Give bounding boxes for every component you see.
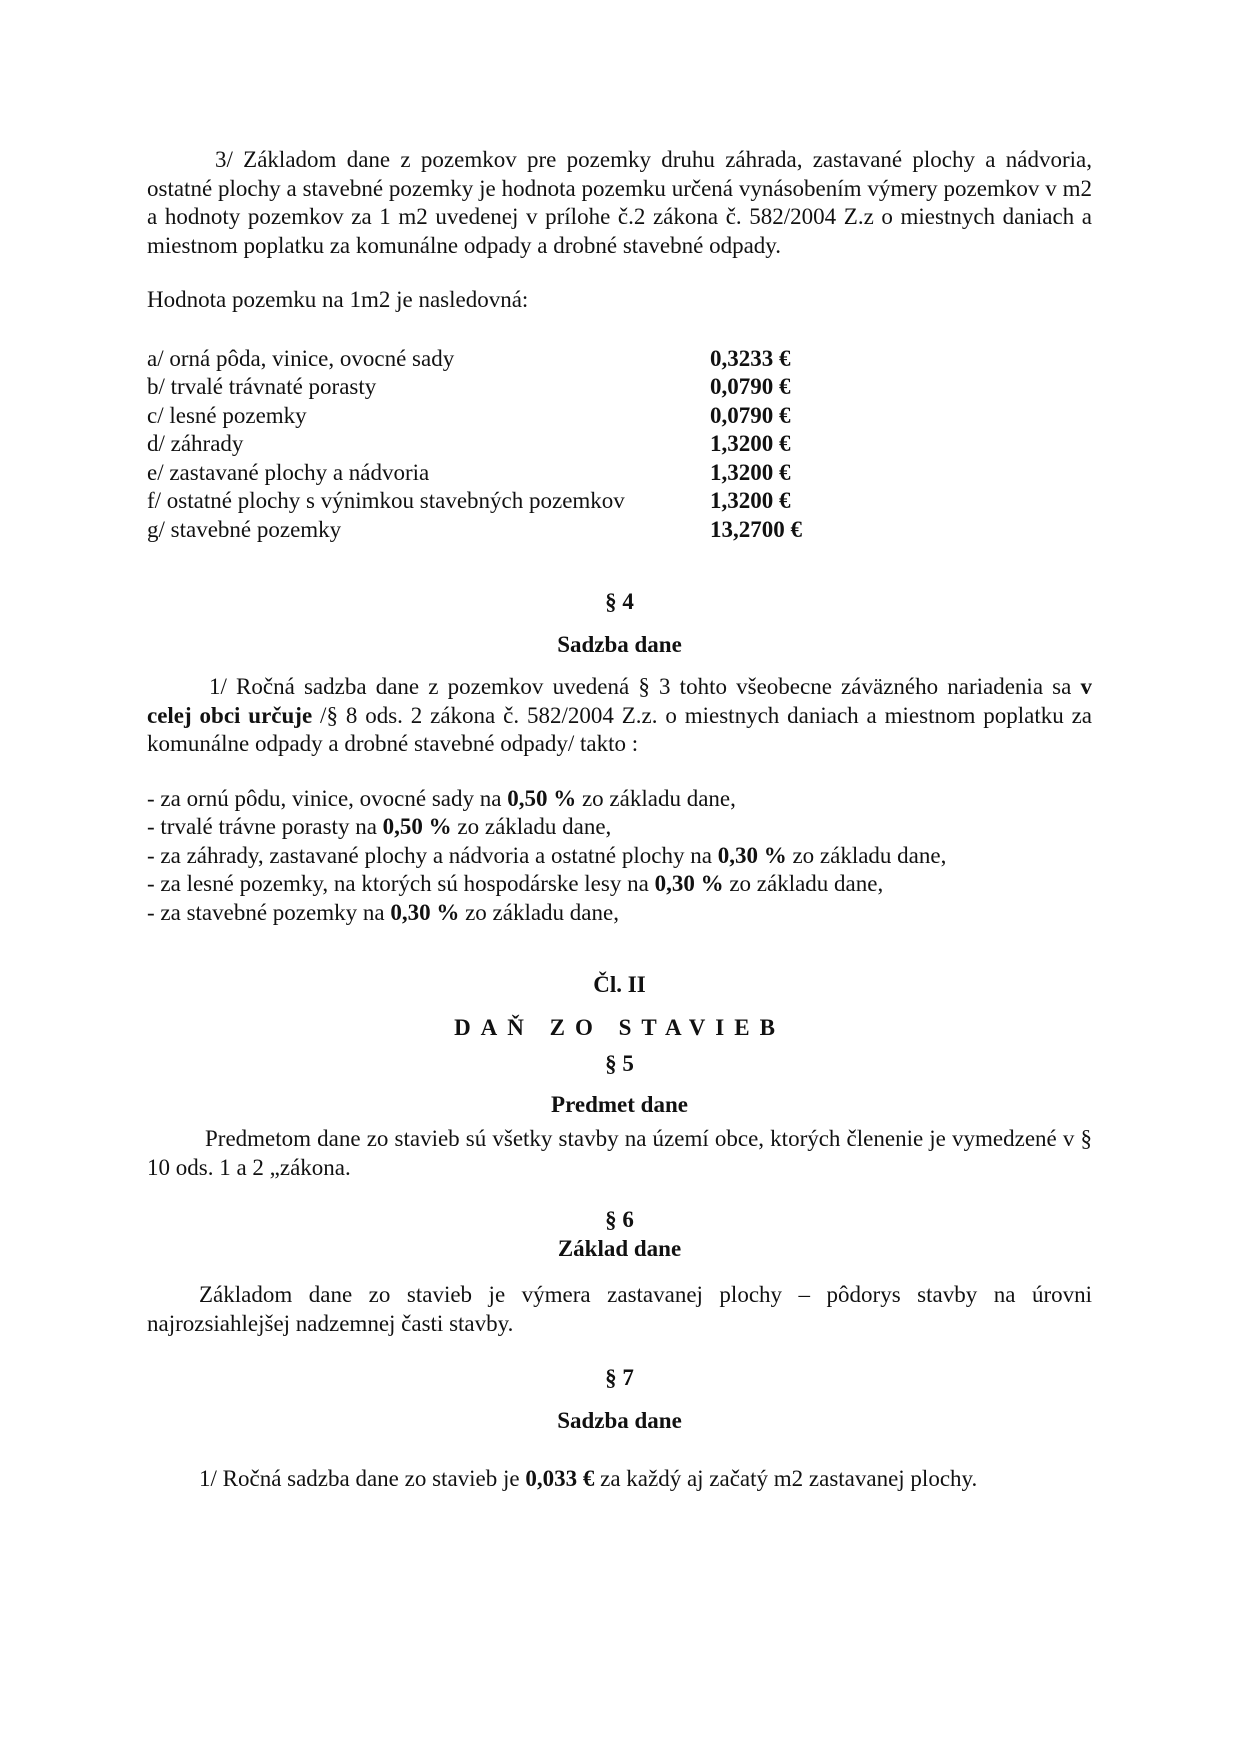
document-page <box>147 146 1092 1494</box>
section5-paragraph: Predmetom dane zo stavieb sú všetky stavby na území obce, ktorých členenie je vymedzené v § 10 ods. 1 a 2 „zákona. <box>147 1126 1092 1180</box>
land-value-amount: 0,0790 € <box>710 374 791 399</box>
rate-value: 0,50 % <box>507 785 577 811</box>
land-value-amount: 1,3200 € <box>710 488 791 513</box>
land-value-row <box>147 430 1092 459</box>
rate-pre: - za ornú pôdu, vinice, ovocné sady na <box>147 785 508 811</box>
land-value-name: f/ ostatné plochy s výnimkou stavebných pozemkov <box>147 488 625 513</box>
rate-value: 0,30 % <box>654 871 724 896</box>
section7-text-b: za každý aj začatý m2 zastavanej plochy. <box>594 1466 978 1491</box>
section6-paragraph: Základom dane zo stavieb je výmera zastavanej plochy – pôdorys stavby na úrovni najrozsiahlejšej nadzemnej časti stavby. <box>147 1282 1092 1336</box>
section5-number: § 5 <box>605 1051 634 1076</box>
rate-value: 0,30 % <box>717 842 787 868</box>
section7-title: Sadzba dane <box>557 1407 682 1433</box>
land-value-name: g/ stavebné pozemky <box>147 516 342 542</box>
land-value-row <box>147 402 1092 431</box>
section4-paragraph <box>147 673 1092 759</box>
rate-value: 0,50 % <box>382 814 452 839</box>
rate-post: zo základu dane, <box>451 814 612 839</box>
section7-rate: 0,033 € <box>525 1466 595 1491</box>
rate-post: zo základu dane, <box>459 899 619 925</box>
section4-text-b: /§ 8 ods. 2 zákona č. 582/2004 Z.z. o miestnych daniach a miestnom poplatku za komunálne odpady a drobné stavebné odpady/ takto : <box>147 702 1092 756</box>
land-value-amount: 0,0790 € <box>710 402 791 428</box>
land-value-name: e/ zastavané plochy a nádvoria <box>147 459 430 485</box>
rate-pre: - za stavebné pozemky na <box>147 899 391 925</box>
rate-pre: - trvalé trávne porasty na <box>147 814 383 839</box>
rate-post: zo základu dane, <box>786 842 947 868</box>
values-intro: Hodnota pozemku na 1m2 je nasledovná: <box>147 287 529 312</box>
land-value-name: c/ lesné pozemky <box>147 402 307 428</box>
article-title: DAŇ ZO STAVIEB <box>454 1014 785 1040</box>
land-values-list <box>147 345 1092 545</box>
land-value-row <box>147 345 1092 374</box>
land-value-row <box>147 373 1092 402</box>
land-value-name: b/ trvalé trávnaté porasty <box>147 374 377 399</box>
rate-item <box>147 842 1092 871</box>
section7-paragraph <box>147 1465 1092 1494</box>
rate-post: zo základu dane, <box>723 871 884 896</box>
section4-title: Sadzba dane <box>557 631 682 657</box>
section5-title: Predmet dane <box>551 1091 688 1117</box>
section6-number: § 6 <box>605 1207 634 1232</box>
land-value-amount: 0,3233 € <box>710 345 791 371</box>
rate-item <box>147 870 1092 899</box>
rate-post: zo základu dane, <box>576 785 736 811</box>
land-value-row <box>147 516 1092 545</box>
section4-text-a: 1/ Ročná sadzba dane z pozemkov uvedená § 3 tohto všeobecne záväzného nariadenia sa <box>209 674 1081 699</box>
rate-item <box>147 813 1092 842</box>
rates-list <box>147 785 1092 928</box>
rate-value: 0,30 % <box>390 899 460 925</box>
section7-number: § 7 <box>605 1365 634 1390</box>
land-value-name: d/ záhrady <box>147 431 244 456</box>
rate-item <box>147 899 1092 928</box>
section7-text-a: 1/ Ročná sadzba dane zo stavieb je <box>199 1466 526 1491</box>
section3-paragraph: 3/ Základom dane z pozemkov pre pozemky druhu záhrada, zastavané plochy a nádvoria, ostatné plochy a stavebné pozemky je hodnota pozemku určená vynásobením výmery pozemkov v m2 a hodnoty pozemkov za 1 m2 uvedenej v prílohe č.2 zákona č. 582/2004 Z.z o miestnych daniach a miestnom poplatku za komunálne odpady a drobné stavebné odpady. <box>147 147 1092 258</box>
land-value-row <box>147 487 1092 516</box>
article-label: Čl. II <box>593 972 646 997</box>
land-value-amount: 1,3200 € <box>710 459 791 485</box>
rate-pre: - za záhrady, zastavané plochy a nádvoria a ostatné plochy na <box>147 842 718 868</box>
rate-item <box>147 785 1092 814</box>
land-value-row <box>147 459 1092 488</box>
section4-text-bold: v celej obci určuje <box>147 674 1092 728</box>
section6-title: Základ dane <box>557 1235 682 1261</box>
land-value-amount: 13,2700 € <box>710 516 802 542</box>
rate-pre: - za lesné pozemky, na ktorých sú hospodárske lesy na <box>147 871 655 896</box>
section4-number: § 4 <box>605 589 634 614</box>
land-value-amount: 1,3200 € <box>710 431 791 456</box>
land-value-name: a/ orná pôda, vinice, ovocné sady <box>147 345 455 371</box>
